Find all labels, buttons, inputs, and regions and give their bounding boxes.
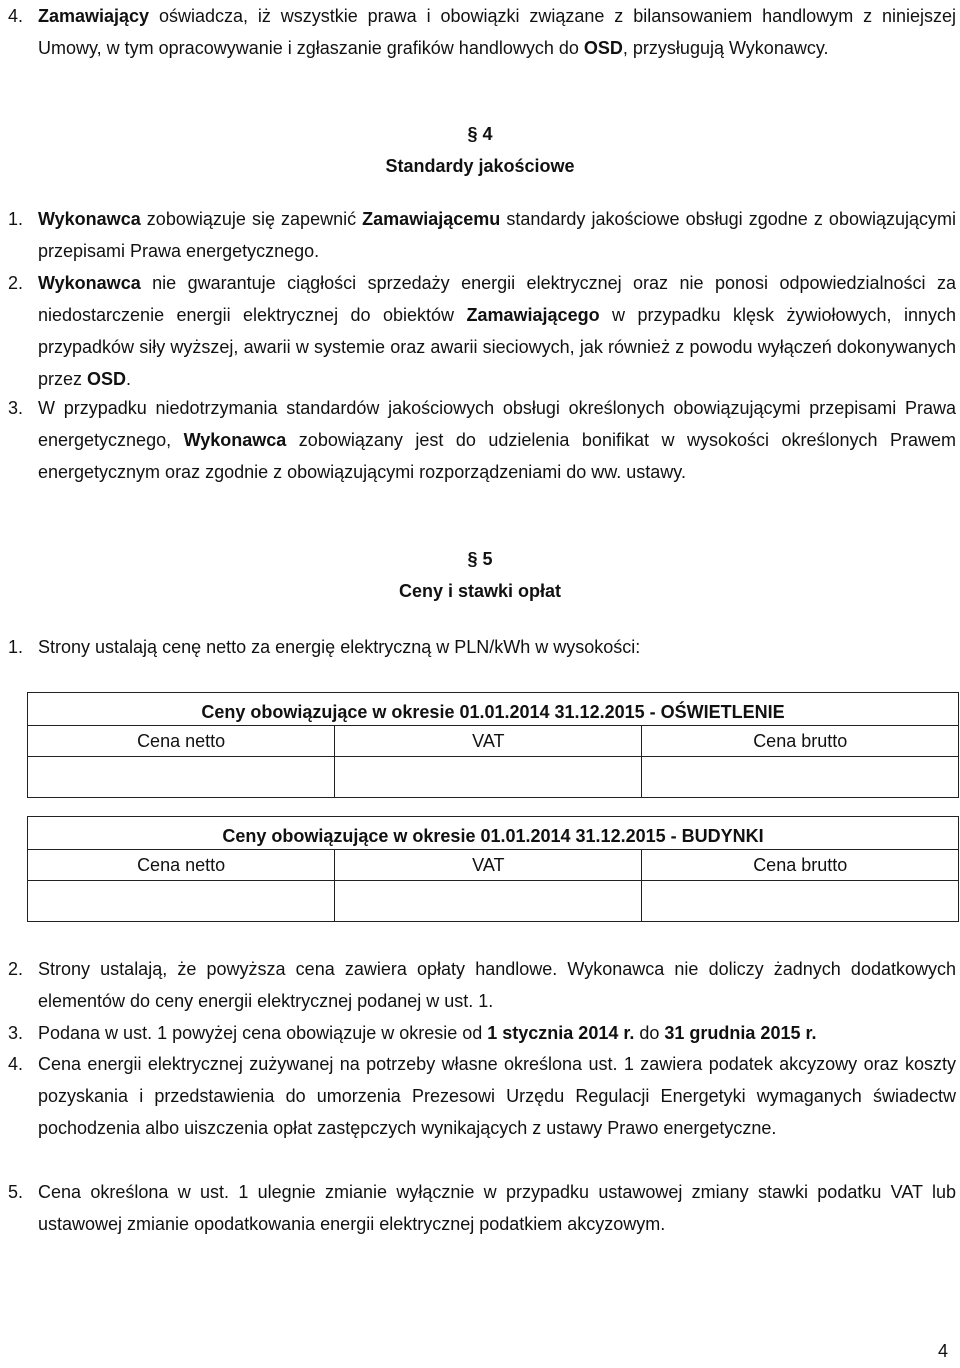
section5-item-1 (8, 631, 956, 663)
item-text: nie gwarantuje ciągłości sprzedaży energii elektrycznej oraz nie ponosi odpowiedzialności za niedostarczenie energii elektrycznej do obiektów (38, 273, 956, 325)
table-header: Ceny obowiązujące w okresie 01.01.2014 31.12.2015 - BUDYNKI (28, 817, 959, 850)
item-text: standardy jakościowe obsługi zgodne z obowiązującymi przepisami Prawa energetycznego. (38, 209, 956, 261)
item-text: Strony ustalają cenę netto za energię elektryczną w PLN/kWh w wysokości: (38, 637, 641, 657)
item-number: 3. (8, 1023, 24, 1043)
paragraph-number: 4. (8, 6, 24, 26)
paragraph-text: oświadcza, iż wszystkie prawa i obowiązki związane z bilansowaniem handlowym z niniejszej Umowy, w tym opracowywanie i zgłaszanie grafików handlowych do (38, 6, 956, 58)
item-text: W przypadku niedotrzymania standardów jakościowych obsługi określonych obowiązującymi przepisami Prawa energetycznego, (38, 398, 956, 450)
bold-date: 1 stycznia 2014 r. (487, 1023, 635, 1043)
item-number: 2. (8, 959, 24, 979)
bold-term: Wykonawca (38, 209, 141, 229)
section4-item-1 (8, 203, 956, 267)
bold-term: Zamawiający (38, 6, 150, 26)
column-header-vat: VAT (335, 726, 642, 757)
section-symbol: § 5 (467, 549, 493, 569)
section-heading-5 (0, 543, 960, 607)
price-table-buildings (27, 816, 959, 922)
item-text: Cena określona w ust. 1 ulegnie zmianie wyłącznie w przypadku ustawowej zmiany stawki podatku VAT lub ustawowej zmianie opodatkowania energii elektrycznej podatkiem akcyzowym. (38, 1182, 956, 1234)
column-header-gross-price: Cena brutto (642, 726, 959, 757)
item-text: Cena energii elektrycznej zużywanej na potrzeby własne określona ust. 1 zawiera podatek akcyzowy oraz koszty pozyskania i przedstawienia do umorzenia Prezesowi Urzędu Regulacji Energetyki wymaganych świadectw pochodzenia albo uiszczenia opłat zastępczych wynikających z ustawy Prawo energetyczne. (38, 1054, 956, 1138)
section-title: Ceny i stawki opłat (398, 581, 562, 601)
item-number: 2. (8, 273, 24, 293)
net-price-cell (28, 757, 335, 798)
column-header-gross-price: Cena brutto (642, 850, 959, 881)
item-text: w przypadku klęsk żywiołowych, innych przypadków siły wyższej, awarii w systemie oraz awarii sieciowych, jak również z powodu wyłączeń dokonywanych przez (38, 305, 956, 389)
bold-term: OSD (87, 369, 127, 389)
table-header: Ceny obowiązujące w okresie 01.01.2014 31.12.2015 - OŚWIETLENIE (28, 693, 959, 726)
gross-price-cell (642, 881, 959, 922)
item-number: 4. (8, 1054, 24, 1074)
item-number: 1. (8, 209, 24, 229)
bold-term: Zamawiającemu (362, 209, 501, 229)
item-text: . (126, 369, 132, 389)
paragraph-text: , przysługują Wykonawcy. (622, 38, 829, 58)
vat-cell (335, 757, 642, 798)
item-text: zobowiązuje się zapewnić (140, 209, 363, 229)
gross-price-cell (642, 757, 959, 798)
page-number: 4 (937, 1341, 948, 1361)
item-text: Strony ustalają, że powyższa cena zawiera opłaty handlowe. Wykonawca nie doliczy żadnych dodatkowych elementów do ceny energii elektrycznej podanej w ust. 1. (38, 959, 956, 1011)
bold-term: Wykonawca (38, 273, 141, 293)
section4-item-2 (8, 267, 956, 395)
item-text: Podana w ust. 1 powyżej cena obowiązuje w okresie od (38, 1023, 488, 1043)
section5-item-3 (8, 1017, 956, 1049)
section-title: Standardy jakościowe (385, 156, 575, 176)
bold-term: Wykonawca (183, 430, 287, 450)
vat-cell (335, 881, 642, 922)
section-symbol: § 4 (467, 124, 493, 144)
bold-term: OSD (583, 38, 623, 58)
item-text: do (634, 1023, 665, 1043)
section-heading-4 (0, 118, 960, 182)
item-number: 3. (8, 398, 24, 418)
item-text: zobowiązany jest do udzielenia bonifikat w wysokości określonych Prawem energetycznym oraz zgodnie z obowiązującymi rozporządzeniami do ww. ustawy. (38, 430, 957, 482)
net-price-cell (28, 881, 335, 922)
column-header-net-price: Cena netto (28, 726, 335, 757)
section5-item-2 (8, 953, 956, 1017)
column-header-vat: VAT (335, 850, 642, 881)
price-table-lighting (27, 692, 959, 798)
section5-item-5 (8, 1176, 956, 1240)
column-header-net-price: Cena netto (28, 850, 335, 881)
section5-item-4 (8, 1048, 956, 1144)
item-number: 1. (8, 637, 24, 657)
section4-item-3 (8, 392, 956, 488)
bold-date: 31 grudnia 2015 r. (664, 1023, 817, 1043)
bold-term: Zamawiającego (466, 305, 600, 325)
paragraph-4 (8, 0, 956, 64)
item-number: 5. (8, 1182, 24, 1202)
